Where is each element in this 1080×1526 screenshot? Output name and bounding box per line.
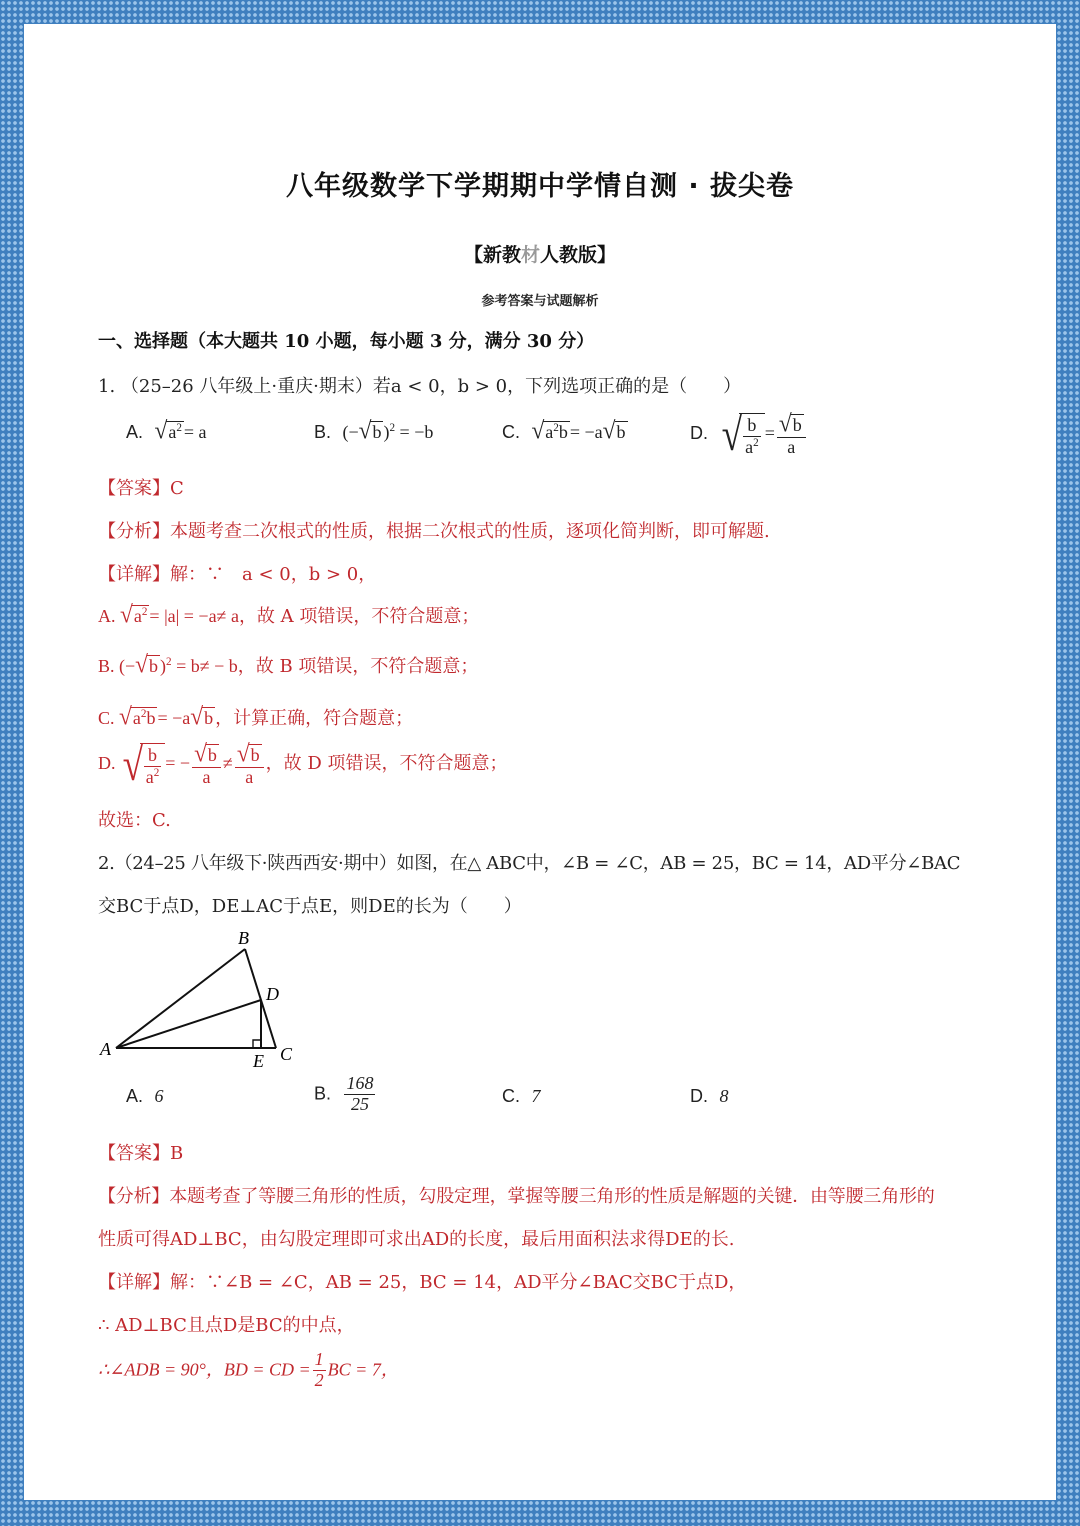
q2-analysis-line2: 性质可得AD⊥BC，由勾股定理即可求出AD的长度，最后用面积法求得DE的长. xyxy=(98,1229,735,1250)
q1-option-b: B. (−√b )$^2$ = −b xyxy=(314,417,434,445)
segment-ad xyxy=(116,1000,261,1048)
label-e: E xyxy=(253,1051,264,1071)
q2-stem-line1: 2.（24–25 八年级下·陕西西安·期中）如图，在△ ABC中，∠B = ∠C，AB = 25，BC = 14，AD平分∠BAC xyxy=(98,853,961,874)
q1-step-a: A. $√a^2 = |a| = -a\ne a$，故 A 项错误，不符合题意； xyxy=(98,601,480,629)
right-angle-mark xyxy=(253,1040,261,1048)
q2-option-a-label: A. xyxy=(126,1086,144,1106)
q1-step-c-tail: ，计算正确，符合题意； xyxy=(215,708,414,729)
q2-detail-3-den: 2 xyxy=(314,1369,324,1390)
q2-option-d-label: D. xyxy=(690,1086,708,1106)
q1-stem: 1. （25–26 八年级上·重庆·期末）若a < 0，b > 0，下列选项正确的是（ ） xyxy=(98,376,742,397)
q2-detail-3 xyxy=(98,1350,399,1391)
q2-answer: 【答案】B xyxy=(98,1143,184,1164)
q2-stem-line2: 交BC于点D，DE⊥AC于点E，则DE的长为（ ） xyxy=(98,896,522,917)
q1-step-d: D. √ $\frac{b}{a^2}$ = − $\frac{√b}{a}$ ≠ $\frac{√b}{a}$ ，故 D 项错误，不符合题意； xyxy=(98,739,508,791)
q2-detail-3-num: 1 xyxy=(314,1349,324,1369)
subtitle-left: 【新教 xyxy=(463,244,521,266)
q1-option-c: C. $√a^2b = -a√b$ xyxy=(502,417,626,445)
q2-option-a xyxy=(126,1086,163,1107)
q1-step-a-tail: ，故 A 项错误，不符合题意； xyxy=(238,606,480,627)
q1-option-b-label: B. xyxy=(314,422,332,442)
label-d: D xyxy=(266,984,279,1004)
q1-conclusion: 故选：C. xyxy=(98,810,171,831)
q1-option-d-label: D. xyxy=(690,423,708,444)
q1-option-c-label: C. xyxy=(502,422,520,442)
q1-option-d: D. √ $\frac{b}{a^2}$ = $\frac{√b}{a}$ xyxy=(690,408,808,462)
q2-option-a-value: 6 xyxy=(154,1086,164,1106)
q2-detail-3-right: BC = 7， xyxy=(327,1359,399,1380)
q2-option-b xyxy=(314,1074,377,1115)
q1-option-a: A. $√a^2 = a$ xyxy=(126,417,207,445)
q2-option-c xyxy=(502,1086,540,1107)
segment-ab xyxy=(116,949,245,1048)
subtitle-right: 人教版】 xyxy=(540,244,617,266)
subtitle-faint: 材 xyxy=(520,244,540,266)
edition-subtitle xyxy=(24,240,1056,267)
q2-option-c-label: C. xyxy=(502,1086,520,1106)
q2-detail-1: 【详解】解：∵∠B = ∠C，AB = 25，BC = 14，AD平分∠BAC交BC于点D， xyxy=(98,1272,747,1293)
page-title: 八年级数学下学期期中学情自测 · 拔尖卷 xyxy=(285,171,795,202)
q1-answer: 【答案】C xyxy=(98,478,184,499)
q1-step-c: C. $√a^2b = -a√b$ ，计算正确，符合题意； xyxy=(98,703,414,731)
label-c: C xyxy=(280,1044,293,1064)
q1-step-d-tail: ，故 D 项错误，不符合题意； xyxy=(265,753,508,775)
document-page xyxy=(24,24,1056,1500)
q2-option-b-den: 25 xyxy=(350,1093,369,1114)
q1-step-b: B. (−√b )$^2$ = b≠ − b，故 B 项错误，不符合题意； xyxy=(98,651,479,679)
triangle-figure xyxy=(94,924,334,1074)
q2-detail-3-left: ∴∠ADB = 90°，BD = CD = xyxy=(98,1359,311,1380)
q2-analysis-line1: 【分析】本题考查了等腰三角形的性质，勾股定理，掌握等腰三角形的性质是解题的关键．由等腰三角形的 xyxy=(98,1186,935,1207)
section-heading: 一、选择题（本大题共 10 小题，每小题 3 分，满分 30 分） xyxy=(98,331,595,352)
q2-option-b-num: 168 xyxy=(346,1073,374,1093)
answer-key-heading: 参考答案与试题解析 xyxy=(481,294,599,309)
label-a: A xyxy=(100,1039,111,1059)
q2-option-c-value: 7 xyxy=(531,1086,541,1106)
q2-option-d-value: 8 xyxy=(719,1086,729,1106)
q2-option-d xyxy=(690,1086,728,1107)
q1-option-a-label: A. xyxy=(126,422,144,442)
q1-analysis: 【分析】本题考查二次根式的性质，根据二次根式的性质，逐项化简判断，即可解题. xyxy=(98,521,770,542)
q2-option-b-label: B. xyxy=(314,1083,332,1104)
q2-detail-2: ∴ AD⊥BC且点D是BC的中点， xyxy=(98,1315,355,1336)
q1-detail: 【详解】解：∵ a < 0，b > 0， xyxy=(98,564,377,585)
label-b: B xyxy=(238,928,249,948)
q1-step-b-tail: ，故 B 项错误，不符合题意； xyxy=(237,656,479,677)
